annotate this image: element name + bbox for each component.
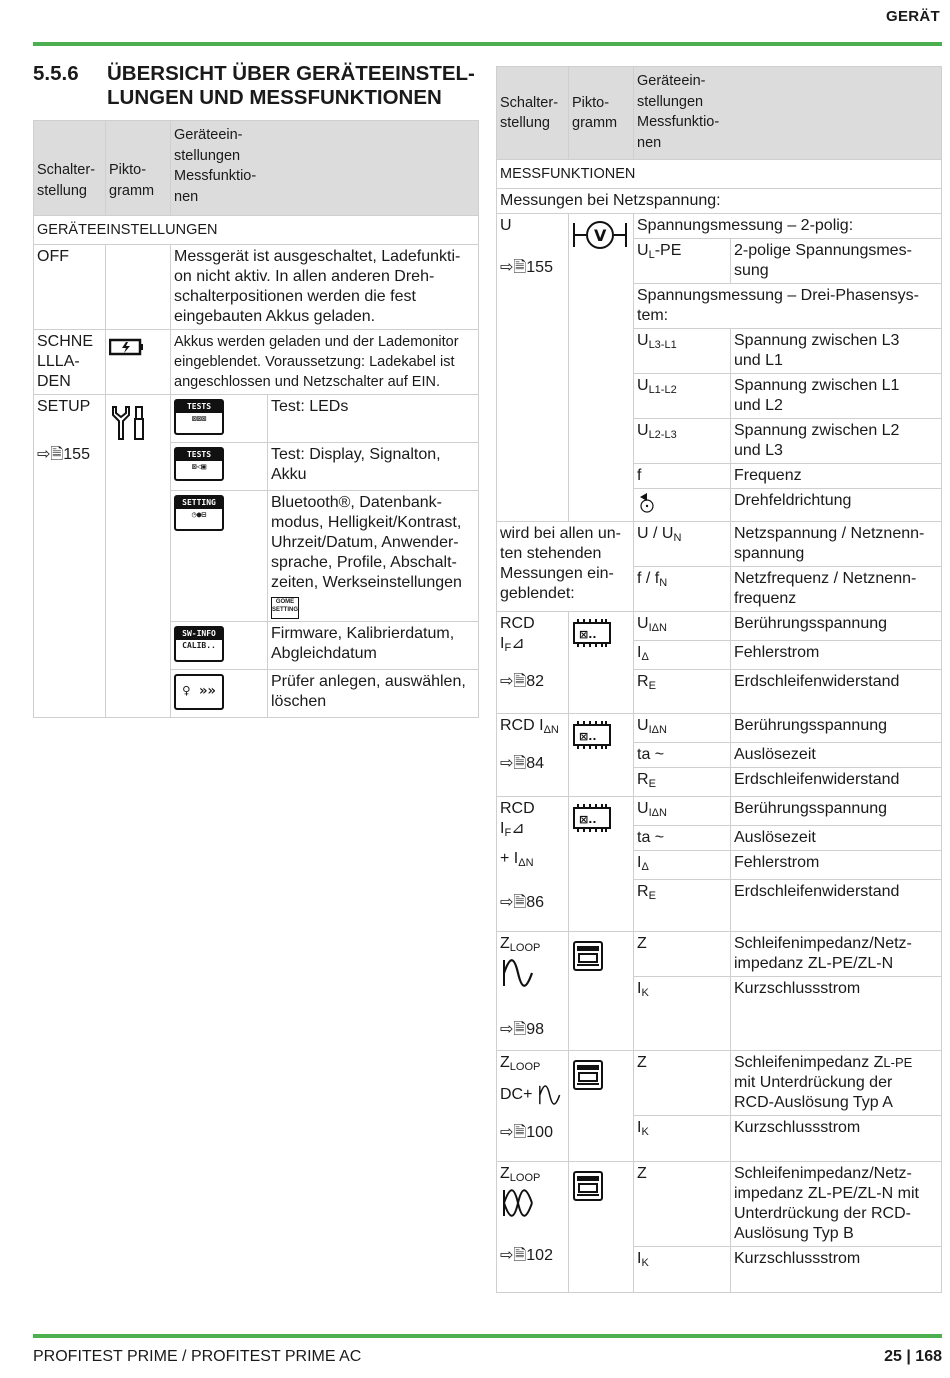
loop-device-icon	[572, 940, 604, 972]
switch-u: U ⇨🗎155	[497, 214, 569, 522]
subsection-netzspannung: Messungen bei Netzspannung:	[497, 189, 942, 214]
pruefer-pictogram: ♀ »»	[174, 674, 224, 710]
heading-number: 5.5.6	[33, 62, 79, 85]
section-messfunktionen: MESSFUNKTIONEN	[497, 160, 942, 189]
svg-text:⊠..: ⊠..	[579, 813, 597, 826]
right-table: Schalter- stellung Pikto- gramm Geräteein- stellungen Messfunktio- nen MESSFUNKTIONEN Messungen bei Netzspannung: U ⇨🗎155 V Spannungsmessung – 2-polig: $U_L-PE$ 2-polige Spannungsmes- sung Spannungsmessung – Drei-Phasensys- tem: $U_{L3-L1}$ Spannung zwischen L3 und L1 $U_{L1-L2}$ Spannung zwischen L1 und L2 $U_{L2-L3}$ Spannung zwischen L2 und L3 f Frequenz Drehfeldrichtung wird bei allen un- ten stehenden Messungen ein- geblendet: U / $U_N$ Netzspannung / Netznenn- spannung f / $f_N$ Netzfrequenz / Netznenn- frequenz RCD $I_F⊿$ ⇨🗎82 ⊠.. $U_{I\Delta N}$ Berührungsspannung $I_\Delta$ Fehlerstrom $R_E$ Erdschleifenwiderstand RCD $I_{\Delta N}$ ⇨🗎84 ⊠.. $U_{I\Delta N}$ Berührungsspannung ta ~ Auslösezeit $R_E$ Erdschleifenwiderstand RCD $I_F⊿$ + $I_{\Delta N}$ ⇨🗎86 ⊠.. $U_{I\Delta N}$ Berührungsspannung ta ~ Auslösezeit $I_\Delta$ Fehlerstrom $R_E$ Erdschleifenwiderstand $Z_{LOOP}$ ⇨🗎98 Z Schleifenimpedanz/Netz- impedanz ZL-PE/ZL-N $I_K$ Kurzschlussstrom $Z_{LOOP}$ DC+ ⇨🗎100 Z Schleifenimpedanz ZL-PE mit Unterdrückung der RCD-Auslösung Typ A $I_K$ Kurzschlussstrom $Z_{LOOP}$ ⇨🗎102 Z Schleifenimpedanz/Netz- impedanz ZL-PE/ZL-N mit Unterdrückung der RCD- Auslösung Typ B $I_K$ Kurzschlussstrom	[496, 66, 942, 1293]
sym-uidn: $U_{I\Delta N}$	[634, 612, 731, 641]
sym-re: $R_E$	[634, 670, 731, 714]
sw-info-pictogram: SW-INFO CALIB..	[174, 626, 224, 662]
arrow-ref-icon: ⇨🗎	[500, 1247, 527, 1264]
section-geraeteeinstellungen: GERÄTEEINSTELLUNGEN	[34, 216, 479, 245]
text-netzfrequenz: Netzfrequenz / Netznenn- frequenz	[731, 567, 942, 612]
col-header-switch: Schalter- stellung	[497, 67, 569, 160]
page-header	[0, 0, 950, 48]
switch-schnellladen: SCHNE LLLA- DEN	[34, 330, 106, 395]
battery-charge-icon	[109, 338, 145, 356]
page-ref: ⇨🗎100	[500, 1124, 553, 1141]
row-off	[34, 245, 479, 330]
arrow-ref-icon: ⇨🗎	[37, 446, 64, 463]
setup-pruefer-text: Prüfer anlegen, auswählen, löschen	[268, 670, 479, 718]
arrow-ref-icon: ⇨🗎	[500, 259, 527, 276]
text-ul2-l3: Spannung zwischen L2 und L3	[731, 419, 942, 464]
page-ref: ⇨🗎155	[500, 259, 553, 276]
sym-ul2-l3: $U_{L2-L3}$	[634, 419, 731, 464]
gome-setting-icon: GOME SETTING	[271, 597, 299, 619]
sym-f: f	[634, 464, 731, 489]
sym-ul3-l1: $U_{L3-L1}$	[634, 329, 731, 374]
page-ref: ⇨🗎86	[500, 894, 545, 911]
text-ul1-l2: Spannung zwischen L1 und L2	[731, 374, 942, 419]
col-header-pict: Pikto- gramm	[106, 121, 171, 216]
setup-display-text: Test: Display, Signalton, Akku	[268, 443, 479, 491]
sym-id: $I_\Delta$	[634, 641, 731, 670]
switch-rcd-if: RCD $I_F⊿$ ⇨🗎82	[497, 612, 569, 714]
setting-pictogram: SETTING ◷●⊟	[174, 495, 224, 531]
page-ref: ⇨🗎82	[500, 673, 545, 690]
rotation-field-icon	[637, 491, 657, 513]
laden-description: Akkus werden geladen und der Lademonitor eingeblendet. Voraussetzung: Ladekabel ist angeschlossen und Netzschalter auf EIN.	[171, 330, 479, 395]
text-drehfeld: Drehfeldrichtung	[731, 489, 942, 522]
arrow-ref-icon: ⇨🗎	[500, 1021, 527, 1038]
tools-icon	[109, 405, 149, 441]
row-u-title	[497, 214, 942, 239]
loop-device-icon	[572, 1170, 604, 1202]
col-header-switch: Schalter- stellung	[34, 121, 106, 216]
text-netzspannung: Netzspannung / Netznenn- spannung	[731, 522, 942, 567]
left-table	[33, 120, 479, 718]
rcd-breaker-icon	[572, 618, 612, 648]
svg-text:⊠..: ⊠..	[579, 628, 597, 641]
sym-ul-pe: $U_L-PE$	[634, 239, 731, 284]
footer-rule	[33, 1334, 942, 1338]
page-ref: ⇨🗎155	[37, 446, 90, 463]
switch-zloop-3: $Z_{LOOP}$ ⇨🗎102	[497, 1162, 569, 1293]
text-ul-pe: 2-polige Spannungsmes- sung	[731, 239, 942, 284]
setup-settings-text: Bluetooth®, Datenbank- modus, Helligkeit/Kontrast, Uhrzeit/Datum, Anwender- sprache, Profile, Abschalt- zeiten, Werkseinstellungen GOME SETTING	[268, 491, 479, 622]
off-description: Messgerät ist ausgeschaltet, Ladefunkti- on nicht aktiv. In allen anderen Dreh- schalterpositionen werden die fest eingebauten Akkus geladen.	[171, 245, 479, 330]
sine-wave-icon	[537, 1083, 561, 1107]
arrow-ref-icon: ⇨🗎	[500, 894, 527, 911]
u-2pol-title: Spannungsmessung – 2-polig:	[634, 214, 942, 239]
switch-zloop-2: $Z_{LOOP}$ DC+ ⇨🗎100	[497, 1051, 569, 1162]
col-header-func: Geräteein- stellungen Messfunktio- nen	[171, 121, 479, 216]
text-ul3-l1: Spannung zwischen L3 und L1	[731, 329, 942, 374]
svg-text:V: V	[594, 226, 607, 245]
sym-ul1-l2: $U_{L1-L2}$	[634, 374, 731, 419]
setup-swinfo-text: Firmware, Kalibrierdatum, Abgleichdatum	[268, 622, 479, 670]
header-rule	[33, 42, 942, 46]
col-header-func: Geräteein- stellungen Messfunktio- nen	[634, 67, 942, 160]
tests-leds-pictogram: TESTS ⊠⊠⊠	[174, 399, 224, 435]
row-schnellladen	[34, 330, 479, 395]
loop-device-icon	[572, 1059, 604, 1091]
switch-rcd-idn: RCD $I_{\Delta N}$ ⇨🗎84	[497, 714, 569, 797]
rcd-breaker-icon	[572, 720, 612, 750]
arrow-ref-icon: ⇨🗎	[500, 1124, 527, 1141]
col-header-pict: Pikto- gramm	[569, 67, 634, 160]
all-measure-text: wird bei allen un- ten stehenden Messungen ein- geblendet:	[497, 522, 634, 612]
rcd-breaker-icon	[572, 803, 612, 833]
voltmeter-icon	[572, 218, 628, 252]
left-header-row	[34, 121, 479, 216]
switch-zloop-1: $Z_{LOOP}$ ⇨🗎98	[497, 932, 569, 1051]
sym-f-fn: f / $f_N$	[634, 567, 731, 612]
text-frequenz: Frequenz	[731, 464, 942, 489]
arrow-ref-icon: ⇨🗎	[500, 673, 527, 690]
sine-wave-icon	[500, 958, 534, 988]
tests-display-pictogram: TESTS ⊠◁▣	[174, 447, 224, 481]
right-header-row	[497, 67, 942, 160]
page-ref: ⇨🗎84	[500, 755, 545, 772]
page-ref: ⇨🗎102	[500, 1247, 553, 1264]
setup-leds-text: Test: LEDs	[268, 395, 479, 443]
switch-setup: SETUP ⇨🗎155	[34, 395, 106, 718]
svg-text:⊠..: ⊠..	[579, 730, 597, 743]
double-sine-wave-icon	[500, 1188, 534, 1218]
product-name: PROFITEST PRIME / PROFITEST PRIME AC	[33, 1348, 362, 1365]
switch-rcd-if-idn: RCD $I_F⊿$ + $I_{\Delta N}$ ⇨🗎86	[497, 797, 569, 932]
arrow-ref-icon: ⇨🗎	[500, 755, 527, 772]
heading-title: ÜBERSICHT ÜBER GERÄTEEINSTEL- LUNGEN UND MESSFUNKTIONEN	[107, 62, 475, 109]
switch-off: OFF	[34, 245, 106, 330]
section-tag: GERÄT	[886, 8, 940, 25]
page-number: 25 | 168	[884, 1348, 942, 1365]
sym-u-un: U / $U_N$	[634, 522, 731, 567]
row-setup-leds	[34, 395, 479, 443]
page-ref: ⇨🗎98	[500, 1021, 545, 1038]
u-3phase-title: Spannungsmessung – Drei-Phasensys- tem:	[634, 284, 942, 329]
